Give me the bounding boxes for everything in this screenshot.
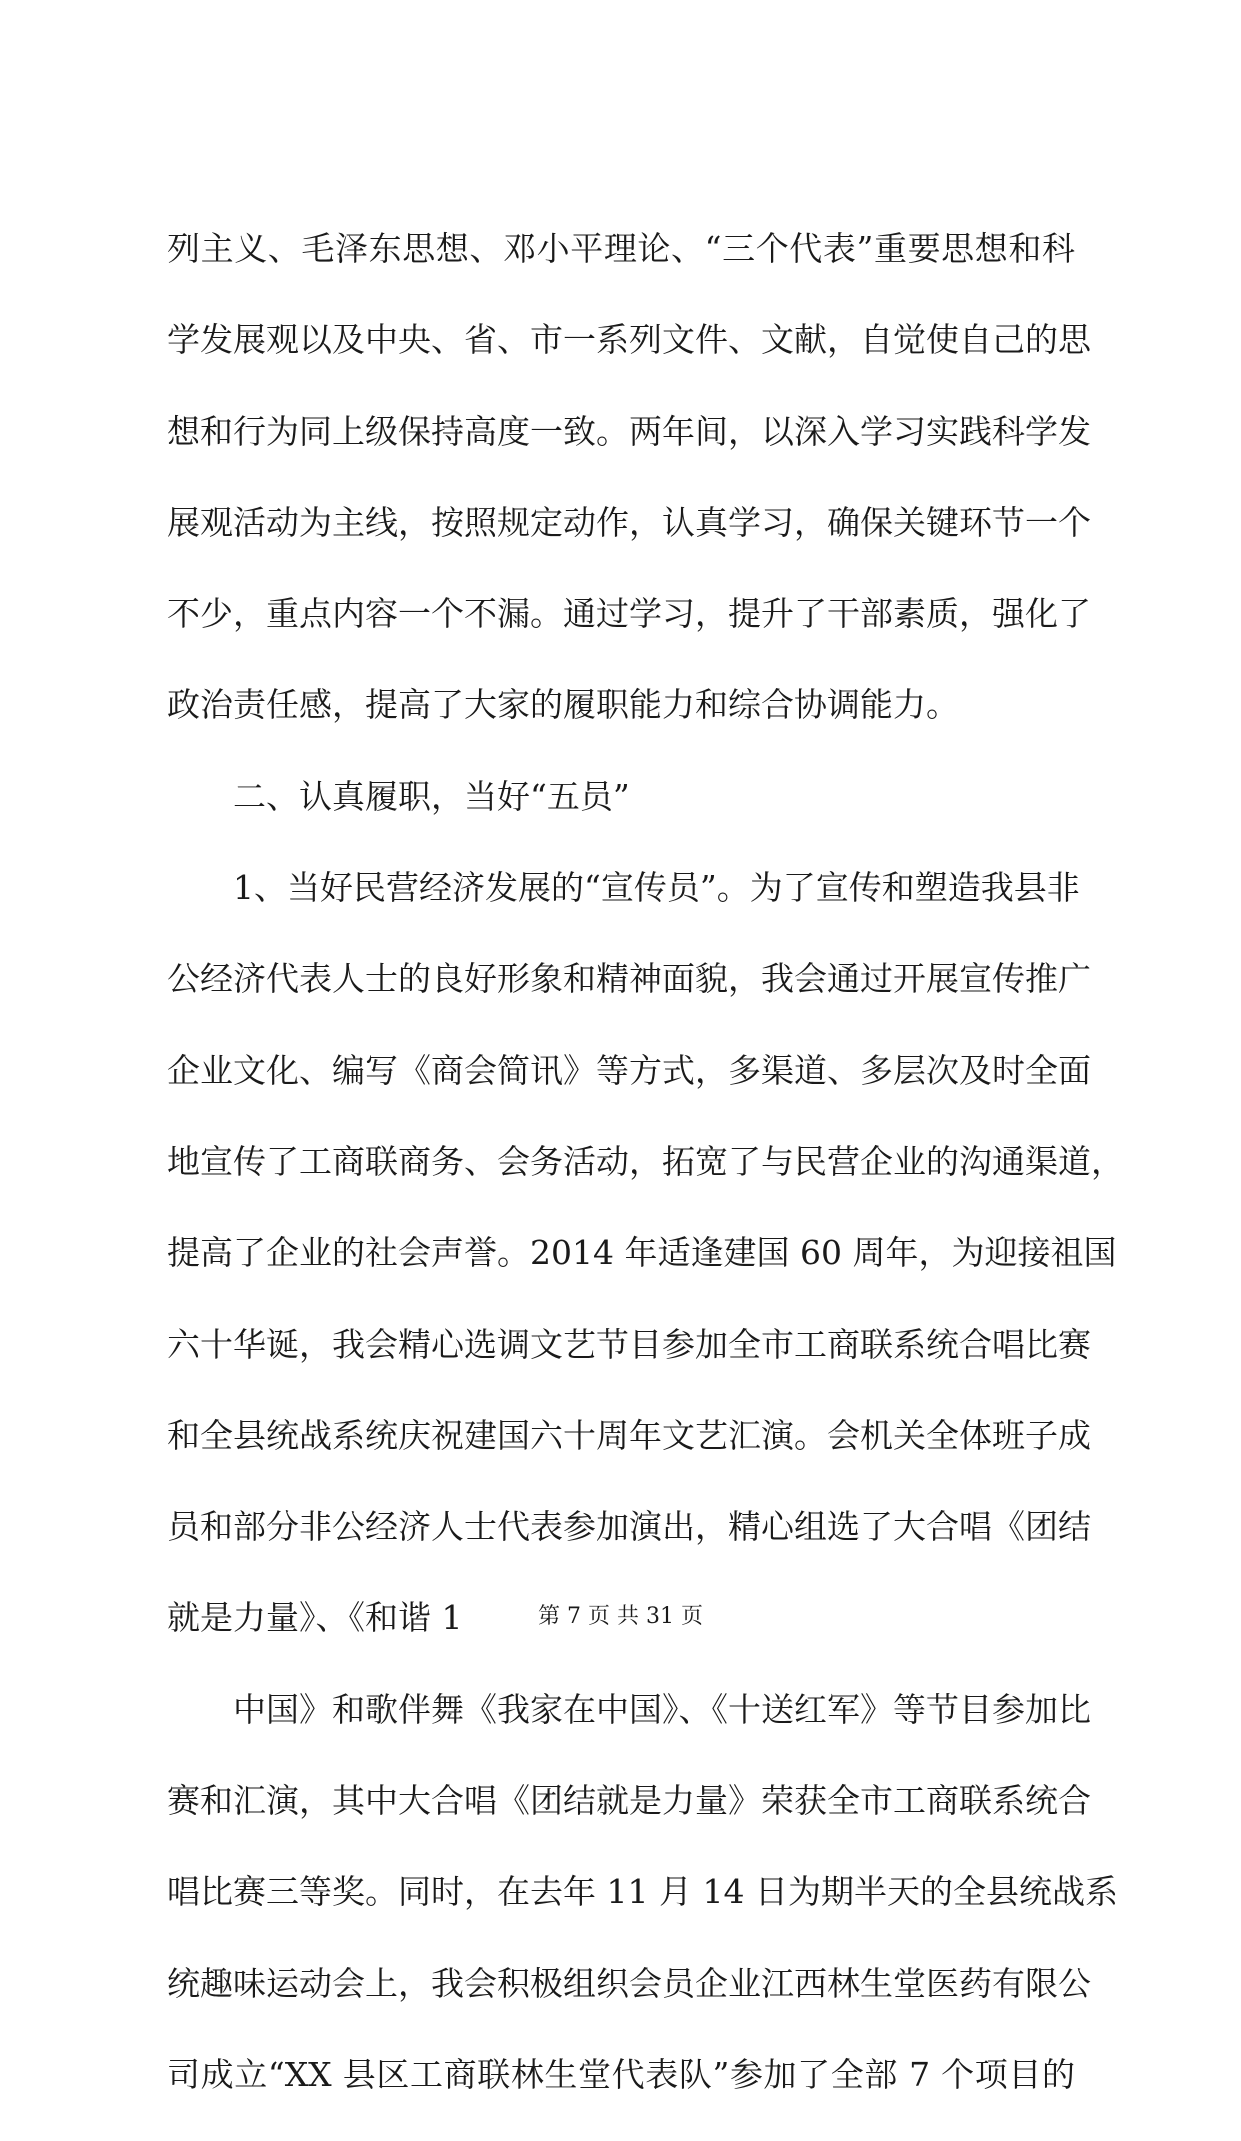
paragraph-line: 六十华诞，我会精心选调文艺节目参加全市工商联系统合唱比赛 [167, 1324, 1091, 1364]
document-body [167, 224, 1124, 2141]
paragraph-line: 就是力量》、《和谐 1 [167, 1598, 463, 1638]
paragraph-line: 政治责任感，提高了大家的履职能力和综合协调能力。 [167, 685, 959, 725]
paragraph-line: 统趣味运动会上，我会积极组织会员企业江西林生堂医药有限公 [167, 1963, 1091, 2003]
paragraph-line: 和全县统战系统庆祝建国六十周年文艺汇演。会机关全体班子成 [167, 1415, 1091, 1455]
paragraph-line: 公经济代表人士的良好形象和精神面貌，我会通过开展宣传推广 [167, 959, 1091, 999]
paragraph-line: 地宣传了工商联商务、会务活动，拓宽了与民营企业的沟通渠道， [167, 1141, 1124, 1181]
paragraph-line: 学发展观以及中央、省、市一系列文件、文献，自觉使自己的思 [167, 320, 1091, 360]
paragraph-line: 唱比赛三等奖。同时，在去年 11 月 14 日为期半天的全县统战系 [167, 1872, 1118, 1912]
paragraph-line: 展观活动为主线，按照规定动作，认真学习，确保关键环节一个 [167, 502, 1091, 542]
paragraph-line: 中国》和歌伴舞《我家在中国》、《十送红军》等节目参加比 [233, 1689, 1091, 1729]
paragraph-line: 列主义、毛泽东思想、邓小平理论、“三个代表”重要思想和科 [167, 229, 1075, 268]
page-number-footer: 第 7 页 共 31 页 [538, 1604, 703, 1629]
paragraph-line: 1、当好民营经济发展的“宣传员”。为了宣传和塑造我县非 [233, 868, 1080, 908]
paragraph-line: 提高了企业的社会声誉。2014 年适逢建国 60 周年，为迎接祖国 [167, 1233, 1117, 1273]
paragraph-line: 企业文化、编写《商会简讯》等方式，多渠道、多层次及时全面 [167, 1050, 1091, 1090]
paragraph-line: 想和行为同上级保持高度一致。两年间，以深入学习实践科学发 [167, 411, 1091, 451]
paragraph-line: 不少，重点内容一个不漏。通过学习，提升了干部素质，强化了 [167, 594, 1091, 634]
paragraph-line: 赛和汇演，其中大合唱《团结就是力量》荣获全市工商联系统合 [167, 1781, 1091, 1821]
section-heading: 二、认真履职，当好“五员” [233, 776, 630, 816]
paragraph-line: 司成立“XX 县区工商联林生堂代表队”参加了全部 7 个项目的 [167, 2054, 1075, 2094]
paragraph-line: 员和部分非公经济人士代表参加演出，精心组选了大合唱《团结 [167, 1507, 1091, 1547]
